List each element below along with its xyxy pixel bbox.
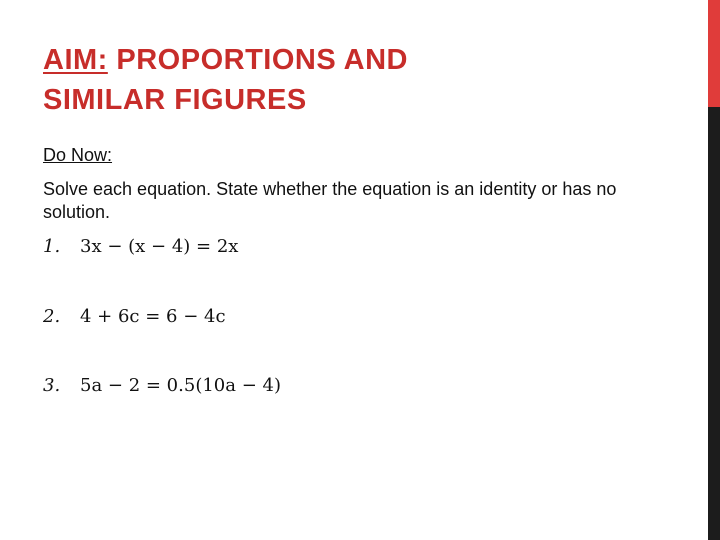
accent-bar-top — [708, 0, 720, 107]
problem-item — [43, 375, 281, 401]
title-text: PROPORTIONS AND — [107, 44, 408, 76]
do-now-heading: Do Now: — [43, 145, 113, 165]
title-text-line2: SIMILAR FIGURES — [43, 84, 307, 116]
title-aim-label: AIM: — [43, 44, 108, 76]
slide-title — [43, 40, 683, 120]
instructions-text: Solve each equation. State whether the equation is an identity or has no solution. — [43, 179, 617, 222]
problem-number: 2. — [43, 306, 61, 327]
problem-equation: 3x − (x − 4) = 2x — [80, 236, 239, 257]
problem-number: 1. — [43, 236, 61, 257]
problem-number: 3. — [43, 375, 61, 396]
problem-equation: 4 + 6c = 6 − 4c — [80, 306, 226, 327]
problem-item — [43, 236, 238, 262]
accent-bar-bottom — [708, 107, 720, 540]
problem-item — [43, 306, 226, 332]
problem-equation: 5a − 2 = 0.5(10a − 4) — [80, 375, 281, 396]
